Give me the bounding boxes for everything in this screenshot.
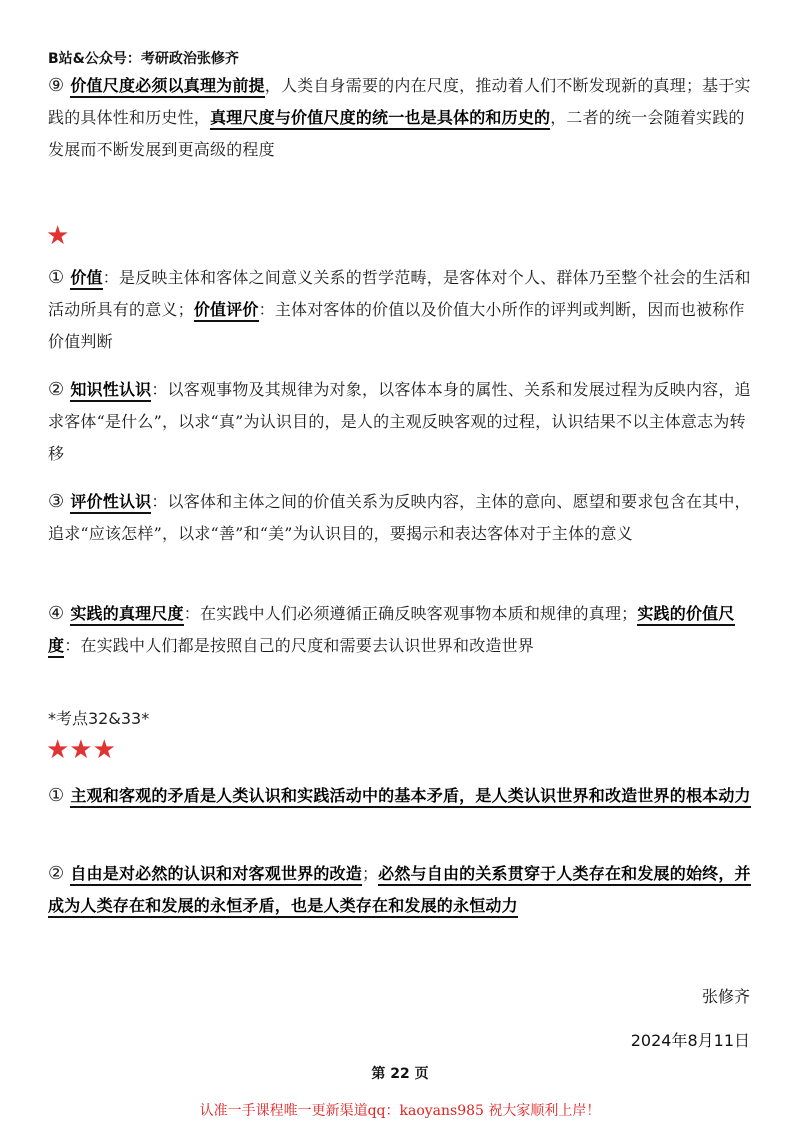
item-number: ⑨ <box>48 75 65 96</box>
item-number: ① <box>48 267 65 288</box>
item-text: ，二者的统一会随着实践的发展而不断发展到更高级的程度 <box>48 108 745 159</box>
s1-item-4 <box>48 598 758 662</box>
date: 2024年8月11日 <box>630 1031 750 1050</box>
star-rating-3: ★★★ <box>46 735 116 765</box>
s1-item-2 <box>48 374 758 470</box>
key-phrase: 实践的价值尺度 <box>48 604 735 658</box>
key-phrase: 真理尺度与价值尺度的统一也是具体的和历史的 <box>210 108 550 130</box>
item-9 <box>48 70 758 166</box>
s2-item-1 <box>48 780 758 812</box>
item-text: ：是反映主体和客体之间意义关系的哲学范畴，是客体对个人、群体乃至整个社会的生活和活动所具有的意义； <box>48 268 751 319</box>
key-phrase: 价值尺度必须以真理为前提 <box>70 76 264 98</box>
page-header: B站&公众号：考研政治张修齐 <box>48 51 239 67</box>
s2-item-2 <box>48 858 758 922</box>
exam-point-label: *考点32&33* <box>48 709 150 728</box>
author-signature: 张修齐 <box>701 987 750 1006</box>
key-phrase: 必然与自由的关系贯穿于人类存在和发展的始终，并成为人类存在和发展的永恒矛盾，也是人类存在和发展的永恒动力 <box>48 864 751 918</box>
star-rating-1: ★ <box>46 221 70 251</box>
s1-item-3 <box>48 486 758 550</box>
key-phrase: 自由是对必然的认识和对客观世界的改造 <box>70 864 362 886</box>
item-text: ：在实践中人们必须遵循正确反映客观事物本质和规律的真理； <box>183 604 638 623</box>
key-phrase: 实践的真理尺度 <box>70 604 183 626</box>
item-number: ① <box>48 785 65 806</box>
page-number: 第 22 页 <box>371 1066 429 1082</box>
key-phrase: 知识性认识 <box>70 380 151 402</box>
key-phrase: 主观和客观的矛盾是人类认识和实践活动中的基本矛盾，是人类认识世界和改造世界的根本动力 <box>70 786 750 808</box>
item-text: ：主体对客体的价值以及价值大小所作的评判或判断，因而也被称作价值判断 <box>48 300 745 351</box>
item-text: ：以客观事物及其规律为对象，以客体本身的属性、关系和发展过程为反映内容，追求客体“是什么”，以求“真”为认识目的，是人的主观反映客观的过程，认识结果不以主体意志为转移 <box>48 380 751 463</box>
item-text: ； <box>361 864 379 883</box>
item-number: ② <box>48 379 65 400</box>
item-text: ，人类自身需要的内在尺度，推动着人们不断发现新的真理；基于实践的具体性和历史性， <box>48 76 751 127</box>
key-phrase: 价值评价 <box>194 300 259 322</box>
footer-notice: 认准一手课程唯一更新渠道qq：kaoyans985 祝大家顺利上岸！ <box>199 1103 601 1119</box>
item-number: ④ <box>48 603 65 624</box>
item-text: ：在实践中人们都是按照自己的尺度和需要去认识世界和改造世界 <box>64 636 535 655</box>
item-number: ② <box>48 863 65 884</box>
item-text: ：以客体和主体之间的价值关系为反映内容，主体的意向、愿望和要求包含在其中，追求“应该怎样”，以求“善”和“美”为认识目的，要揭示和表达客体对于主体的意义 <box>48 492 751 543</box>
key-phrase: 价值 <box>70 268 102 290</box>
key-phrase: 评价性认识 <box>70 492 151 514</box>
s1-item-1 <box>48 262 758 358</box>
item-number: ③ <box>48 491 65 512</box>
